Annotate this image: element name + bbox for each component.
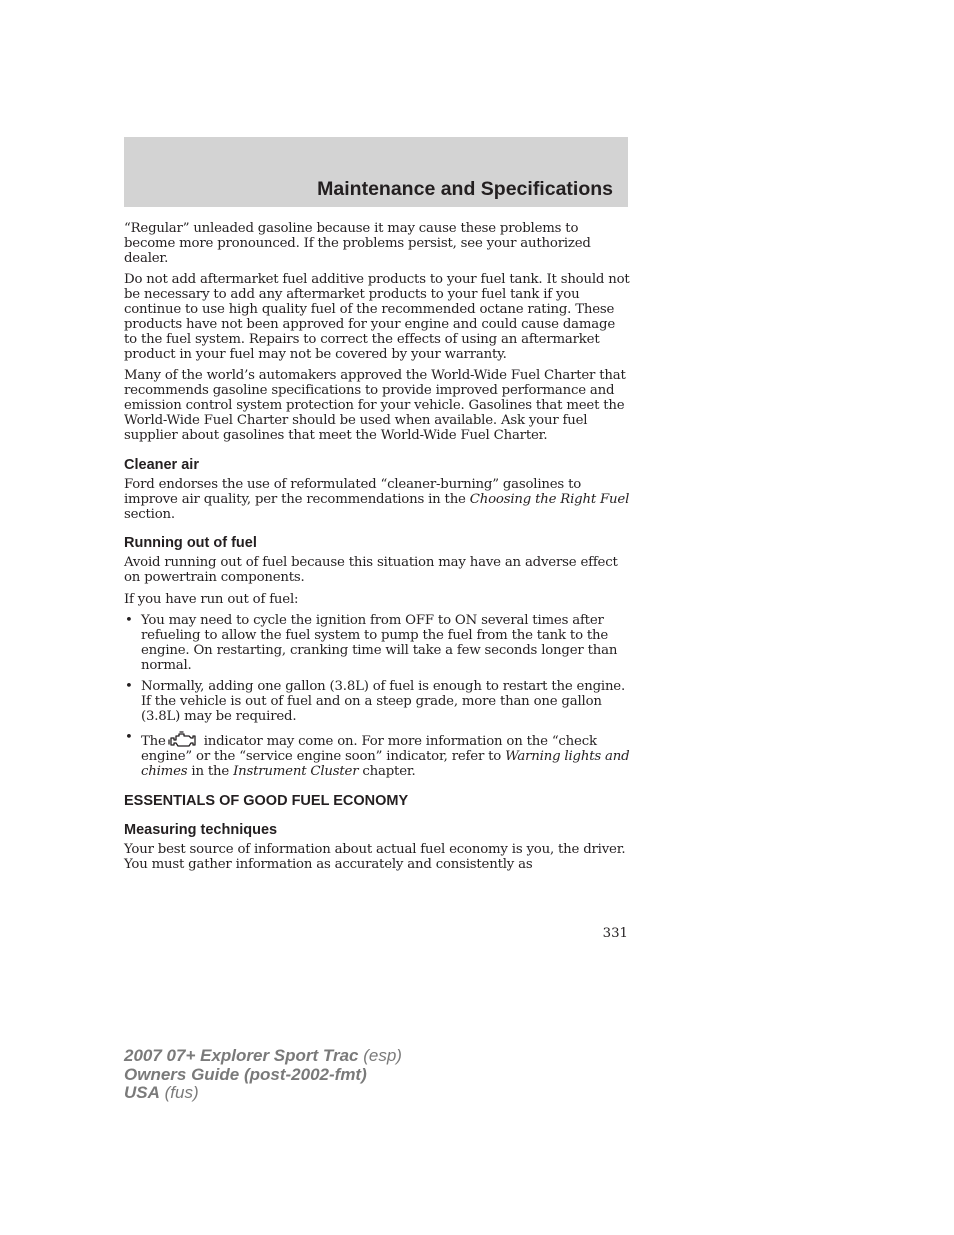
section-heading-fuel-economy: ESSENTIALS OF GOOD FUEL ECONOMY — [124, 793, 409, 810]
list-item-text: Normally, adding one gallon (3.8L) of fuel is enough to restart the engine. If the vehicle is out of fuel and on a steep grade, more than one gallon (3.8L) may be required. — [141, 679, 626, 725]
list-item — [124, 614, 630, 674]
text-segment: The — [141, 734, 166, 750]
subheading-measuring-techniques: Measuring techniques — [124, 822, 278, 839]
text-segment: in the — [187, 764, 234, 780]
footer-line — [124, 1047, 402, 1066]
page-number: 331 — [602, 926, 628, 941]
body-paragraph: Many of the world’s automakers approved the World-Wide Fuel Charter that recommends gasoline specifications to provide improved performance and emission control system protection for your vehicle. Gasolines that meet the World-Wide Fuel Charter should be used when available. Ask your fuel supplier about gasolines that meet the World-Wide Fuel Charter. — [124, 368, 626, 443]
bullet-mark: • — [125, 613, 133, 629]
body-paragraph: If you have run out of fuel: — [124, 591, 299, 607]
footer-market: USA — [124, 1083, 160, 1103]
subheading-running-out-of-fuel: Running out of fuel — [124, 535, 257, 552]
text-segment: indicator may come on. For more information on the “check engine” or the “service engine soon” indicator, refer to — [141, 734, 597, 765]
bullet-mark: • — [125, 730, 133, 746]
body-paragraph: “Regular” unleaded gasoline because it may cause these problems to become more pronounced. If the problems persist, see your authorized dealer. — [124, 221, 591, 266]
body-paragraph: Your best source of information about actual fuel economy is you, the driver. You must gather information as accurately and consistently as — [124, 842, 626, 873]
footer-model: 2007 07+ Explorer Sport Trac — [124, 1046, 359, 1065]
footer-line — [124, 1084, 402, 1103]
cross-reference-link: Instrument Cluster — [233, 764, 359, 780]
footer-line — [124, 1066, 402, 1085]
section-title: Maintenance and Specifications — [317, 178, 613, 200]
body-paragraph: Avoid running out of fuel because this situation may have an adverse effect on powertrain components. — [124, 555, 618, 586]
list-item — [124, 731, 630, 780]
text-segment: chapter. — [358, 764, 416, 780]
footer-code: (fus) — [159, 1083, 199, 1103]
cross-reference-link: Choosing the Right Fuel — [469, 491, 630, 507]
footer-guide: Owners Guide (post-2002-fmt) — [124, 1064, 367, 1084]
list-item-text: You may need to cycle the ignition from OFF to ON several times after refueling to allow the fuel system to pump the fuel from the tank to the engine. On restarting, cranking time will take a few seconds longer than normal. — [141, 613, 618, 673]
document-footer — [124, 1047, 402, 1103]
cross-reference-link: Warning lights and chimes — [141, 749, 630, 780]
bullet-list — [124, 614, 630, 780]
bullet-mark: • — [125, 679, 133, 695]
footer-code: (esp) — [358, 1046, 402, 1065]
check-engine-icon — [168, 731, 198, 749]
subheading-cleaner-air: Cleaner air — [124, 456, 199, 473]
text-segment: section. — [124, 506, 175, 522]
text-segment: Ford endorses the use of reformulated “cleaner-burning” gasolines to improve air quality, per the recommendations in the — [124, 476, 582, 507]
body-paragraph: Do not add aftermarket fuel additive products to your fuel tank. It should not be necessary to add any aftermarket products to your fuel tank if you continue to use high quality fuel of the recommended octane rating. These products have not been approved for your engine and could cause damage to the fuel system. Repairs to correct the effects of using an aftermarket product in your fuel may not be covered by your warranty. — [124, 272, 630, 362]
body-paragraph — [124, 478, 630, 523]
list-item — [124, 680, 630, 725]
page-body — [124, 222, 630, 880]
section-header-band — [124, 137, 628, 207]
